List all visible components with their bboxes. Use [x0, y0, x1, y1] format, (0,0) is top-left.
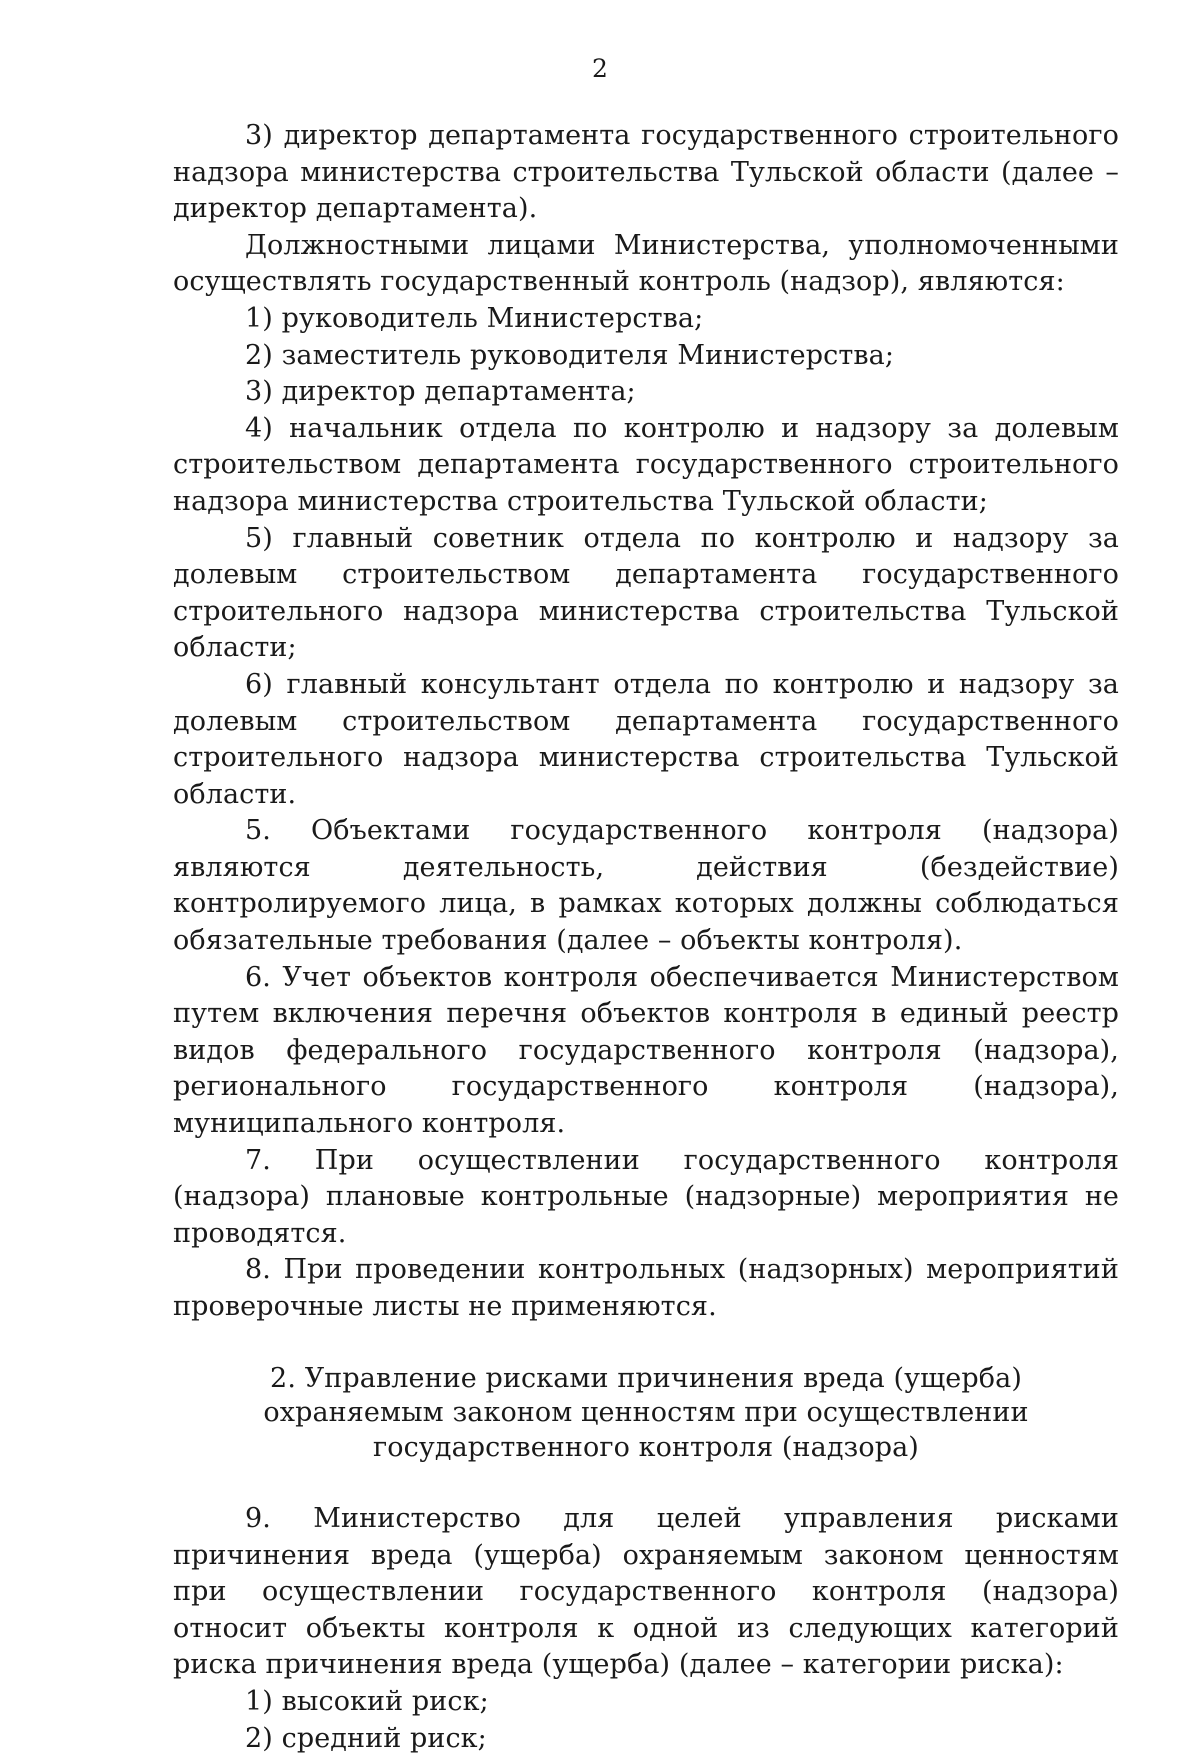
list-item-chief-consultant: 6) главный консультант отдела по контролю и надзору за долевым строительством департамента государственного строительного надзора министерства строительства Тульской области.	[173, 668, 1119, 810]
paragraph-8-checklists: 8. При проведении контрольных (надзорных) мероприятий проверочные листы не применяются.	[173, 1254, 1119, 1322]
section-heading-line-1: 2. Управление рисками причинения вреда (ущерба)	[270, 1362, 1022, 1394]
list-item-medium-risk: 2) средний риск;	[245, 1722, 487, 1754]
list-item-head: 1) руководитель Министерства;	[245, 302, 704, 334]
paragraph-9-risk-categories: 9. Министерство для целей управления рисками причинения вреда (ущерба) охраняемым законом ценностям при осуществлении государственного контроля (надзора) относит объекты контроля к одной из следующих категорий риска причинения вреда (ущерба) (далее – категории риска):	[173, 1503, 1119, 1681]
section-heading-line-3: государственного контроля (надзора)	[373, 1431, 919, 1463]
list-item-section-chief: 4) начальник отдела по контролю и надзору за долевым строительством департамента государственного строительного надзора министерства строительства Тульской области;	[173, 412, 1119, 517]
list-item-chief-adviser: 5) главный советник отдела по контролю и надзору за долевым строительством департамента государственного строительного надзора министерства строительства Тульской области;	[173, 522, 1119, 664]
paragraph-6-accounting: 6. Учет объектов контроля обеспечивается Министерством путем включения перечня объектов контроля в единый реестр видов федерального государственного контроля (надзора), регионального государственного контроля (надзора), муниципального контроля.	[173, 961, 1119, 1140]
section-heading	[173, 1362, 1119, 1466]
list-item-deputy: 2) заместитель руководителя Министерства;	[245, 339, 895, 371]
page-number: 2	[592, 54, 608, 83]
section-heading-line-2: охраняемым законом ценностям при осуществлении	[263, 1397, 1029, 1429]
list-item-high-risk: 1) высокий риск;	[245, 1686, 489, 1718]
paragraph-item-3-director: 3) директор департамента государственного строительного надзора министерства строительства Тульской области (далее – директор департамента).	[173, 120, 1119, 225]
list-item-department-director: 3) директор департамента;	[245, 376, 636, 408]
paragraph-officials-intro: Должностными лицами Министерства, уполномоченными осуществлять государственный контроль (надзор), являются:	[173, 229, 1119, 298]
paragraph-5-control-objects: 5. Объектами государственного контроля (надзора) являются деятельность, действия (бездействие) контролируемого лица, в рамках которых должны соблюдаться обязательные требования (далее – объекты контроля).	[173, 815, 1119, 957]
document-body	[173, 118, 1119, 1757]
paragraph-7-planned-measures: 7. При осуществлении государственного контроля (надзора) плановые контрольные (надзорные) мероприятия не проводятся.	[173, 1144, 1119, 1249]
